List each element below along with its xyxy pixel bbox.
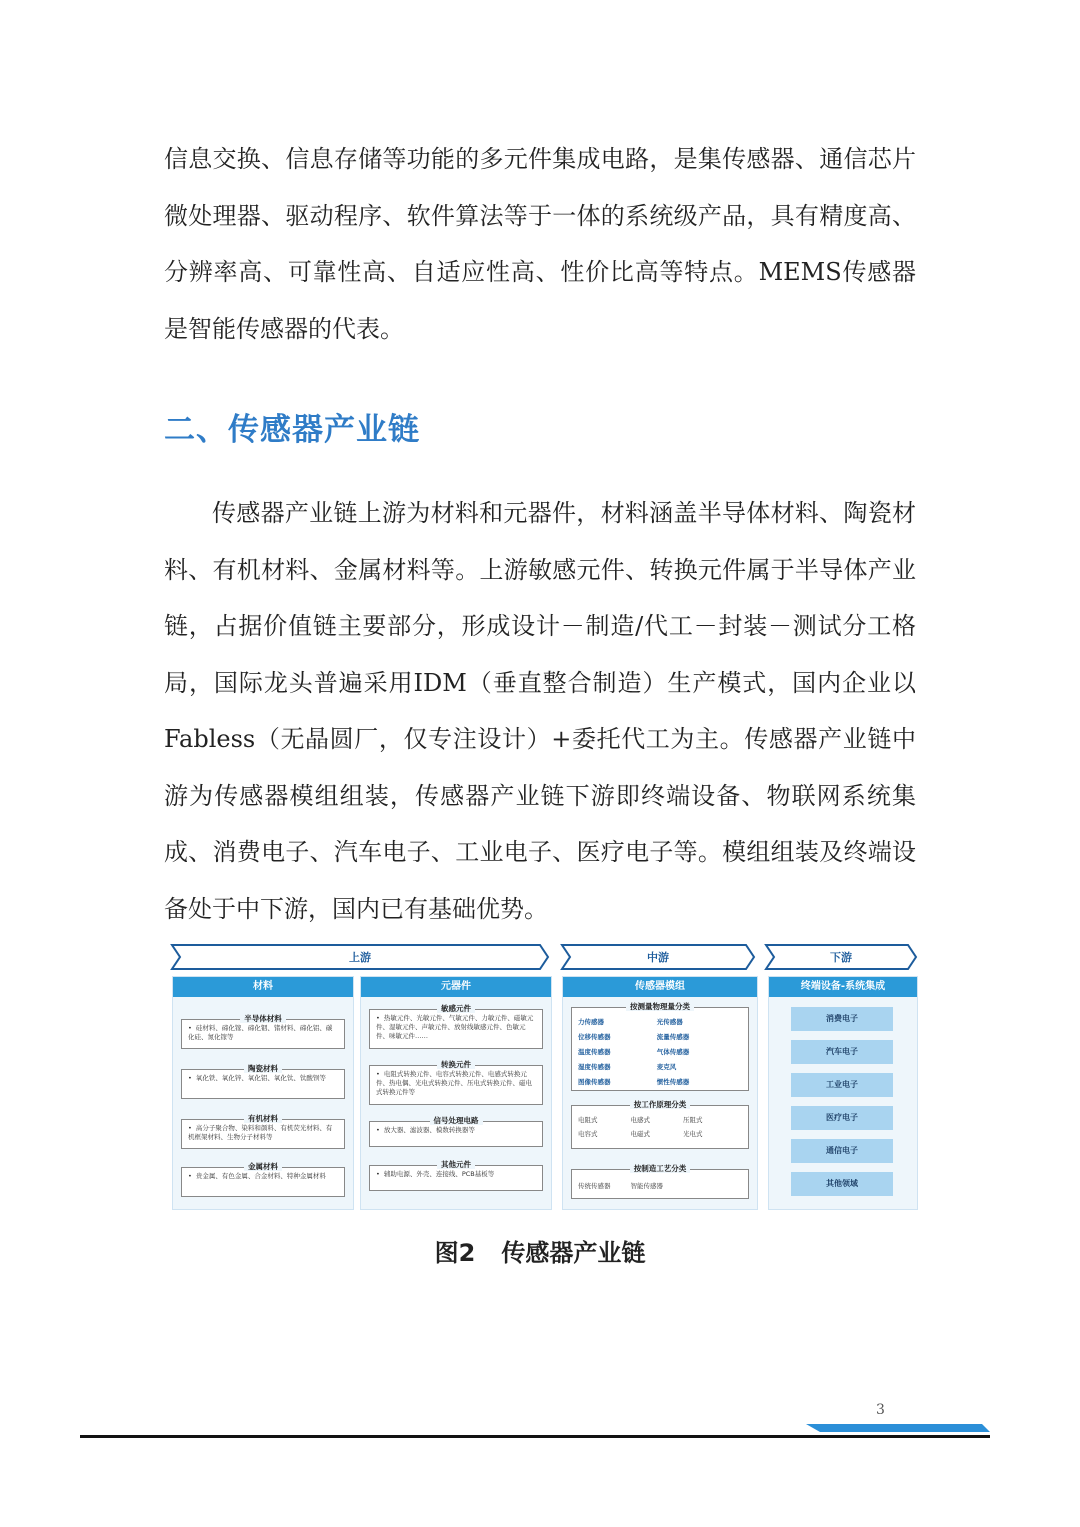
figure-caption-text: 传感器产业链	[501, 1239, 646, 1267]
material-group: 有机材料 • 高分子聚合物、染料和颜料、有机荧光材料、有机框架材料、生物分子材料等	[181, 1119, 345, 1149]
materials-column	[172, 976, 354, 1210]
materials-header: 材料	[173, 977, 353, 997]
page-number: 3	[876, 1402, 885, 1418]
paragraph-2: 传感器产业链上游为材料和元器件，材料涵盖半导体材料、陶瓷材料、有机材料、金属材料等。上游敏感元件、转换元件属于半导体产业链，占据价值链主要部分，形成设计－制造/代工－封装－测试分工格局，国际龙头普遍采用IDM（垂直整合制造）生产模式，国内企业以Fabless（无晶圆厂，仅专注设计）+委托代工为主。传感器产业链中游为传感器模组组装，传感器产业链下游即终端设备、物联网系统集成、消费电子、汽车电子、工业电子、医疗电子等。模组组装及终端设备处于中下游，国内已有基础优势。	[164, 499, 916, 923]
component-group: 转换元件 • 电阻式转换元件、电容式转换元件、电感式转换元件、热电偶、光电式转换元件、压电式转换元件、磁电式转换元件等	[369, 1065, 543, 1105]
section-heading: 二、传感器产业链	[164, 412, 420, 448]
components-header: 元器件	[361, 977, 551, 997]
device-item: 工业电子	[791, 1073, 893, 1097]
material-group: 陶瓷材料 • 氧化铁、氧化锌、氧化铝、氧化钛、钛酸钡等	[181, 1069, 345, 1099]
module-header: 传感器模组	[563, 977, 757, 997]
stage-midstream-label: 中游	[647, 951, 669, 964]
material-group: 半导体材料 • 硅材料、碲化镓、碲化铟、锗材料、碲化铝、碳化硅、氮化镓等	[181, 1019, 345, 1049]
by-principle-box: 按工作原理分类 电阻式 电感式 压阻式 电容式 电磁式 光电式	[571, 1105, 749, 1149]
material-group: 金属材料 • 贵金属、有色金属、合金材料、特种金属材料	[181, 1167, 345, 1197]
device-item: 消费电子	[791, 1007, 893, 1031]
stage-midstream	[560, 942, 756, 972]
device-item: 汽车电子	[791, 1040, 893, 1064]
industry-chain-figure	[170, 942, 918, 1210]
footer-rule	[0, 1418, 1080, 1442]
figure-caption	[0, 1233, 1080, 1268]
components-column	[360, 976, 552, 1210]
devices-column	[768, 976, 918, 1210]
devices-header: 终端设备-系统集成	[769, 977, 917, 997]
by-process-box: 按制造工艺分类 传统传感器 智能传感器	[571, 1169, 749, 1199]
by-quantity-box: 按测量物理量分类 力传感器 光传感器 位移传感器 流量传感器 温度传感器 气体传感器 湿度传感器 麦克风 图像传感器 惯性传感器	[571, 1007, 749, 1091]
stage-downstream-label: 下游	[830, 951, 852, 964]
module-column	[562, 976, 758, 1210]
stage-downstream	[764, 942, 918, 972]
component-group: 信号处理电路 • 放大器、滤波器、模数转换器等	[369, 1121, 543, 1147]
stage-upstream	[170, 942, 550, 972]
device-item: 通信电子	[791, 1139, 893, 1163]
stage-upstream-label: 上游	[349, 951, 371, 964]
component-group: 敏感元件 • 热敏元件、光敏元件、气敏元件、力敏元件、磁敏元件、湿敏元件、声敏元件、放射线敏感元件、色敏元件、味敏元件……	[369, 1009, 543, 1049]
device-item: 其他领域	[791, 1172, 893, 1196]
figure-caption-number: 图2	[434, 1239, 476, 1267]
component-group: 其他元件 • 辅助电源、外壳、连接线、PCB基板等	[369, 1165, 543, 1191]
device-item: 医疗电子	[791, 1106, 893, 1130]
paragraph-1: 信息交换、信息存储等功能的多元件集成电路，是集传感器、通信芯片微处理器、驱动程序、软件算法等于一体的系统级产品，具有精度高、分辨率高、可靠性高、自适应性高、性价比高等特点。MEMS传感器是智能传感器的代表。	[164, 145, 916, 343]
